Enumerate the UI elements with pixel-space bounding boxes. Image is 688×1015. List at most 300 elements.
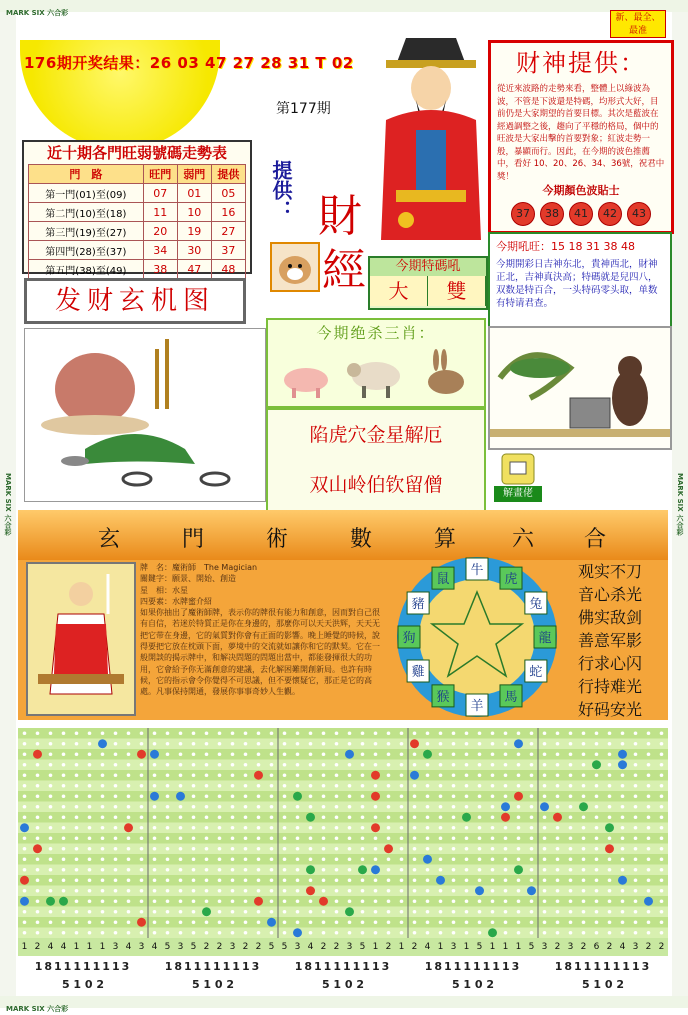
grid-dot	[101, 910, 105, 914]
grid-dot	[36, 763, 40, 767]
grid-dot	[413, 910, 417, 914]
caijing-char: 財	[318, 191, 362, 242]
grid-dot	[660, 742, 664, 746]
grid-dot	[322, 731, 326, 735]
grid-dot	[153, 773, 157, 777]
grid-dot	[33, 750, 42, 759]
grid-dot	[426, 826, 430, 830]
grid-dot	[114, 889, 118, 893]
number-ball: 42	[598, 202, 622, 226]
grid-dot	[322, 836, 326, 840]
grid-dot	[634, 847, 638, 851]
grid-dot	[491, 910, 495, 914]
grid-dot	[322, 847, 326, 851]
grid-dot	[335, 857, 339, 861]
digit: 2	[606, 942, 613, 952]
grid-dot	[452, 889, 456, 893]
grid-dot	[153, 931, 157, 935]
zodiac-sign: 龍	[538, 631, 552, 646]
grid-dot	[348, 826, 352, 830]
grid-dot	[114, 857, 118, 861]
grid-dot	[595, 773, 599, 777]
grid-dot	[218, 752, 222, 756]
grid-dot	[595, 742, 599, 746]
grid-dot	[244, 773, 248, 777]
cell-ti: 05	[211, 184, 245, 203]
grid-dot	[569, 899, 573, 903]
grid-dot	[569, 763, 573, 767]
grid-dot	[462, 813, 471, 822]
digit: 1	[437, 942, 444, 952]
grid-dot	[660, 752, 664, 756]
grid-dot	[478, 836, 482, 840]
grid-dot	[179, 857, 183, 861]
grid-dot	[244, 805, 248, 809]
grid-dot	[192, 742, 196, 746]
grid-dot	[49, 826, 53, 830]
top-watermark: MARK SIX 六合彩	[6, 9, 69, 17]
digit: 2	[385, 942, 392, 952]
grid-dot	[192, 847, 196, 851]
grid-dot	[283, 931, 287, 935]
grid-dot	[62, 920, 66, 924]
rabbit-icon	[428, 349, 464, 394]
interpreter-label[interactable]: 解畫佬	[494, 486, 542, 502]
grid-dot	[296, 731, 300, 735]
grid-dot	[101, 868, 105, 872]
grid-dot	[439, 857, 443, 861]
grid-dot	[62, 794, 66, 798]
digit: 3	[138, 942, 145, 952]
grid-dot	[647, 826, 651, 830]
grid-dot	[634, 931, 638, 935]
grid-dot	[608, 794, 612, 798]
grid-dot	[62, 763, 66, 767]
grid-dot	[387, 752, 391, 756]
grid-dot	[218, 773, 222, 777]
grid-dot	[23, 805, 27, 809]
grid-dot	[283, 815, 287, 819]
grid-dot	[400, 847, 404, 851]
grid-dot	[309, 931, 313, 935]
grid-dot	[465, 931, 469, 935]
grid-dot	[23, 910, 27, 914]
grid-dot	[322, 931, 326, 935]
grid-dot	[101, 826, 105, 830]
grid-dot	[579, 802, 588, 811]
grid-dot	[75, 899, 79, 903]
grid-dot	[569, 731, 573, 735]
grid-dot	[621, 931, 625, 935]
grid-dot	[595, 910, 599, 914]
grid-dot	[361, 815, 365, 819]
grid-dot	[270, 731, 274, 735]
grid-dot	[582, 931, 586, 935]
grid-dot	[75, 826, 79, 830]
grid-dot	[192, 784, 196, 788]
grid-dot	[153, 878, 157, 882]
grid-dot	[465, 910, 469, 914]
digit: 2	[411, 942, 418, 952]
grid-dot	[335, 920, 339, 924]
grid-dot	[335, 773, 339, 777]
grid-dot	[400, 857, 404, 861]
grid-dot	[517, 773, 521, 777]
grid-dot	[176, 792, 185, 801]
grid-dot	[231, 794, 235, 798]
grid-dot	[36, 815, 40, 819]
grid-dot	[491, 847, 495, 851]
grid-dot	[647, 794, 651, 798]
phrase-line: 双山岭伯钦留僧	[309, 474, 443, 496]
grid-dot	[62, 878, 66, 882]
grid-dot	[270, 836, 274, 840]
grid-dot	[114, 836, 118, 840]
grid-dot	[202, 907, 211, 916]
grid-dot	[62, 931, 66, 935]
grid-dot	[621, 868, 625, 872]
grid-dot	[647, 731, 651, 735]
grid-dot	[530, 910, 534, 914]
grid-dot	[660, 815, 664, 819]
foot-a: 1811111113	[294, 960, 392, 973]
grid-dot	[192, 763, 196, 767]
grid-dot	[49, 836, 53, 840]
foot-a: 1811111113	[34, 960, 132, 973]
grid-dot	[361, 878, 365, 882]
grid-dot	[36, 826, 40, 830]
grid-dot	[244, 920, 248, 924]
grid-dot	[140, 742, 144, 746]
color-tips-balls	[491, 202, 671, 226]
grid-dot	[296, 889, 300, 893]
grid-dot	[371, 823, 380, 832]
grid-dot	[153, 899, 157, 903]
grid-dot	[244, 784, 248, 788]
grid-dot	[179, 752, 183, 756]
grid-dot	[543, 752, 547, 756]
grid-dot	[309, 826, 313, 830]
grid-dot	[244, 889, 248, 893]
grid-dot	[296, 752, 300, 756]
grid-dot	[621, 920, 625, 924]
grid-dot	[553, 813, 562, 822]
grid-dot	[413, 815, 417, 819]
grid-dot	[413, 794, 417, 798]
grid-dot	[517, 805, 521, 809]
grid-dot	[491, 731, 495, 735]
grid-dot	[621, 784, 625, 788]
grid-dot	[49, 847, 53, 851]
grid-dot	[88, 826, 92, 830]
grid-dot	[322, 784, 326, 788]
grid-dot	[218, 920, 222, 924]
grid-dot	[452, 878, 456, 882]
grid-dot	[504, 784, 508, 788]
number-ball: 38	[540, 202, 564, 226]
grid-dot	[296, 857, 300, 861]
grid-dot	[127, 731, 131, 735]
grid-dot	[400, 889, 404, 893]
grid-dot	[306, 865, 315, 874]
grid-dot	[140, 826, 144, 830]
grid-dot	[543, 742, 547, 746]
grid-dot	[166, 931, 170, 935]
grid-dot	[439, 731, 443, 735]
grid-dot	[205, 794, 209, 798]
grid-dot	[491, 826, 495, 830]
zodiac-sign: 兔	[529, 597, 543, 612]
table-row	[29, 222, 246, 241]
digit: 1	[372, 942, 379, 952]
grid-dot	[101, 784, 105, 788]
digit: 3	[177, 942, 184, 952]
grid-dot	[127, 847, 131, 851]
grid-dot	[504, 868, 508, 872]
grid-dot	[647, 889, 651, 893]
grid-dot	[374, 857, 378, 861]
grid-dot	[114, 805, 118, 809]
grid-dot	[423, 750, 432, 759]
digit: 4	[47, 942, 54, 952]
cell-ti: 27	[211, 222, 245, 241]
grid-dot	[465, 752, 469, 756]
zodiac-sign: 雞	[411, 665, 425, 680]
grid-dot	[439, 910, 443, 914]
digit: 1	[463, 942, 470, 952]
grid-dot	[426, 910, 430, 914]
grid-dot	[371, 771, 380, 780]
grid-dot	[647, 910, 651, 914]
grid-dot	[556, 826, 560, 830]
grid-dot	[410, 739, 419, 748]
grid-dot	[270, 910, 274, 914]
grid-dot	[348, 794, 352, 798]
grid-dot	[231, 847, 235, 851]
grid-dot	[296, 773, 300, 777]
grid-dot	[387, 910, 391, 914]
grid-dot	[244, 794, 248, 798]
grid-dot	[127, 815, 131, 819]
grid-dot	[530, 773, 534, 777]
grid-dot	[400, 794, 404, 798]
grid-dot	[439, 773, 443, 777]
grid-dot	[150, 750, 159, 759]
grid-dot	[348, 920, 352, 924]
grid-dot	[569, 910, 573, 914]
grid-dot	[166, 731, 170, 735]
grid-dot	[504, 889, 508, 893]
grid-dot	[517, 752, 521, 756]
grid-dot	[257, 815, 261, 819]
grid-dot	[543, 794, 547, 798]
grid-dot	[137, 918, 146, 927]
grid-dot	[23, 868, 27, 872]
digit: 5	[268, 942, 275, 952]
grid-dot	[270, 815, 274, 819]
grid-dot	[231, 868, 235, 872]
digit: 4	[619, 942, 626, 952]
grid-dot	[400, 763, 404, 767]
grid-dot	[582, 847, 586, 851]
grid-dot	[478, 868, 482, 872]
grid-dot	[101, 931, 105, 935]
grid-dot	[296, 784, 300, 788]
grid-dot	[231, 805, 235, 809]
grid-dot	[361, 836, 365, 840]
grid-dot	[101, 763, 105, 767]
grid-dot	[426, 794, 430, 798]
row-range: 第二門(10)至(18)	[29, 203, 144, 222]
col-header: 旺門	[143, 165, 177, 184]
grid-dot	[23, 731, 27, 735]
grid-dot	[400, 815, 404, 819]
grid-dot	[322, 868, 326, 872]
grid-dot	[530, 752, 534, 756]
grid-dot	[166, 752, 170, 756]
grid-dot	[231, 763, 235, 767]
foot-b: 5 1 0 2	[191, 978, 235, 991]
foot-b: 5 1 0 2	[451, 978, 495, 991]
grid-dot	[595, 878, 599, 882]
grid-dot	[400, 826, 404, 830]
grid-dot	[660, 784, 664, 788]
grid-dot	[257, 784, 261, 788]
trend-table-box	[22, 140, 252, 277]
grid-dot	[413, 836, 417, 840]
grid-dot	[543, 763, 547, 767]
grid-dot	[660, 920, 664, 924]
grid-dot	[530, 931, 534, 935]
grid-dot	[309, 752, 313, 756]
grid-dot	[426, 742, 430, 746]
grid-dot	[306, 886, 315, 895]
grid-dot	[166, 910, 170, 914]
grid-dot	[20, 876, 29, 885]
digit: 1	[398, 942, 405, 952]
grid-dot	[387, 784, 391, 788]
grid-dot	[374, 815, 378, 819]
grid-dot	[527, 886, 536, 895]
grid-dot	[660, 878, 664, 882]
grid-dot	[387, 773, 391, 777]
grid-dot	[556, 805, 560, 809]
grid-dot	[413, 826, 417, 830]
grid-dot	[153, 826, 157, 830]
top-border	[0, 0, 688, 17]
grid-dot	[660, 826, 664, 830]
grid-dot	[322, 773, 326, 777]
grid-dot	[491, 889, 495, 893]
poem	[578, 560, 662, 721]
grid-dot	[75, 836, 79, 840]
grid-dot	[49, 931, 53, 935]
grid-dot	[192, 920, 196, 924]
grid-dot	[127, 931, 131, 935]
grid-dot	[179, 931, 183, 935]
grid-dot	[660, 805, 664, 809]
grid-dot	[608, 784, 612, 788]
grid-dot	[608, 899, 612, 903]
grid-dot	[595, 794, 599, 798]
grid-dot	[517, 731, 521, 735]
grid-dot	[426, 889, 430, 893]
dot-trend-grid	[18, 728, 668, 956]
digit: 3	[450, 942, 457, 952]
grid-dot	[426, 773, 430, 777]
grid-dot	[62, 752, 66, 756]
grid-dot	[400, 836, 404, 840]
grid-dot	[556, 731, 560, 735]
grid-dot	[101, 899, 105, 903]
grid-dot	[413, 920, 417, 924]
grid-dot	[192, 731, 196, 735]
grid-dot	[465, 878, 469, 882]
grid-dot	[465, 763, 469, 767]
grid-dot	[345, 907, 354, 916]
grid-dot	[413, 847, 417, 851]
grid-dot	[166, 773, 170, 777]
caijing-char: 經	[322, 245, 366, 296]
grid-dot	[348, 805, 352, 809]
grid-dot	[543, 931, 547, 935]
grid-dot	[556, 920, 560, 924]
grid-dot	[530, 899, 534, 903]
grid-dot	[127, 784, 131, 788]
grid-dot	[348, 773, 352, 777]
grid-dot	[127, 889, 131, 893]
grid-dot	[634, 836, 638, 840]
digit: 2	[658, 942, 665, 952]
digit: 2	[333, 942, 340, 952]
grid-dot	[517, 889, 521, 893]
grid-dot	[361, 752, 365, 756]
grid-dot	[465, 847, 469, 851]
grid-dot	[478, 784, 482, 788]
grid-dot	[504, 794, 508, 798]
grid-dot	[595, 826, 599, 830]
grid-dot	[49, 910, 53, 914]
grid-dot	[283, 731, 287, 735]
provider-label	[268, 160, 320, 220]
grid-dot	[387, 763, 391, 767]
grid-dot	[543, 889, 547, 893]
grid-dot	[296, 899, 300, 903]
grid-dot	[647, 868, 651, 872]
grid-dot	[179, 847, 183, 851]
grid-dot	[647, 805, 651, 809]
grid-dot	[127, 878, 131, 882]
grid-dot	[491, 805, 495, 809]
grid-dot	[283, 868, 287, 872]
grid-dot	[192, 815, 196, 819]
table-row	[29, 260, 246, 279]
grid-dot	[582, 826, 586, 830]
grid-dot	[335, 910, 339, 914]
grid-dot	[101, 920, 105, 924]
grid-dot	[257, 857, 261, 861]
grid-dot	[309, 899, 313, 903]
grid-dot	[478, 931, 482, 935]
grid-dot	[296, 815, 300, 819]
grid-dot	[36, 889, 40, 893]
grid-dot	[179, 784, 183, 788]
number-ball: 41	[569, 202, 593, 226]
grid-dot	[309, 857, 313, 861]
grid-dot	[543, 910, 547, 914]
grid-dot	[452, 731, 456, 735]
grid-dot	[491, 794, 495, 798]
